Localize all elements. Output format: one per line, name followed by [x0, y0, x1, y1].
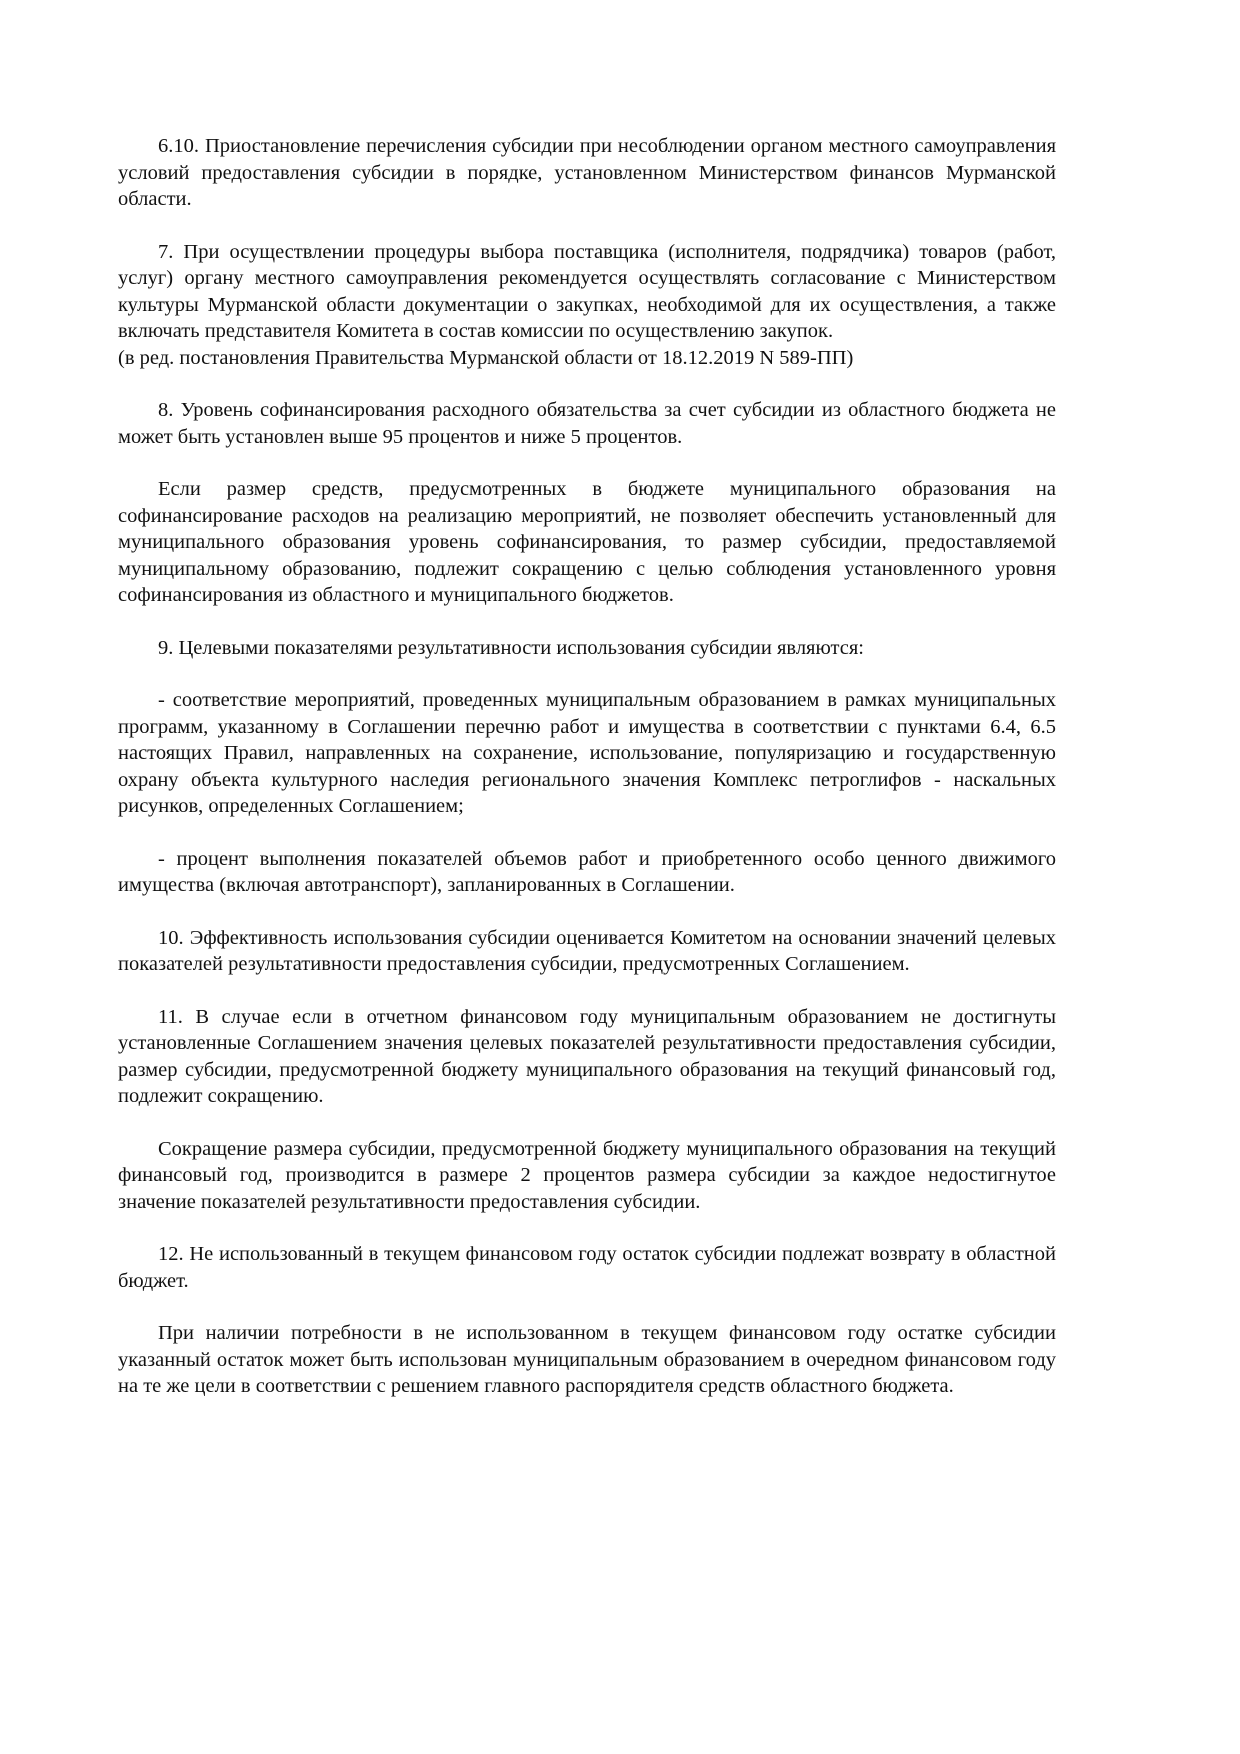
paragraph-6-10: 6.10. Приостановление перечисления субсидии при несоблюдении органом местного самоуправления условий предоставления субсидии в порядке, установленном Министерством финансов Мурманской области.: [118, 135, 1056, 210]
paragraph-7: 7. При осуществлении процедуры выбора поставщика (исполнителя, подрядчика) товаров (работ, услуг) органу местного самоуправления рекомендуется осуществлять согласование с Министерством культуры Мурманской области документации о закупках, необходимой для их осуществления, а также включать представителя Комитета в состав комиссии по осуществлению закупок.: [118, 240, 1056, 342]
document-page: [118, 133, 1056, 1426]
paragraph-9-item-1: - соответствие мероприятий, проведенных муниципальным образованием в рамках муниципальных программ, указанному в Соглашении перечню работ и имущества в соответствии с пунктами 6.4, 6.5 настоящих Правил, направленных на сохранение, использование, популяризацию и государственную охрану объекта культурного наследия регионального значения Комплекс петроглифов - наскальных рисунков, определенных Соглашением;: [118, 689, 1056, 817]
paragraph-10: 10. Эффективность использования субсидии оценивается Комитетом на основании значений целевых показателей результативности предоставления субсидии, предусмотренных Соглашением.: [118, 926, 1056, 975]
paragraph-8-continuation: Если размер средств, предусмотренных в бюджете муниципального образования на софинансирование расходов на реализацию мероприятий, не позволяет обеспечить установленный для муниципального образования уровень софинансирования, то размер субсидии, предоставляемой муниципальному образованию, подлежит сокращению с целью соблюдения установленного уровня софинансирования из областного и муниципального бюджетов.: [118, 478, 1056, 606]
paragraph-11: 11. В случае если в отчетном финансовом году муниципальным образованием не достигнуты установленные Соглашением значения целевых показателей результативности предоставления субсидии, размер субсидии, предусмотренной бюджету муниципального образования на текущий финансовый год, подлежит сокращению.: [118, 1005, 1056, 1107]
amendment-note: (в ред. постановления Правительства Мурманской области от 18.12.2019 N 589-ПП): [118, 346, 854, 369]
paragraph-9: 9. Целевыми показателями результативности использования субсидии являются:: [158, 636, 864, 659]
paragraph-11-continuation: Сокращение размера субсидии, предусмотренной бюджету муниципального образования на текущий финансовый год, производится в размере 2 процентов размера субсидии за каждое недостигнутое значение показателей результативности предоставления субсидии.: [118, 1137, 1056, 1213]
paragraph-12-continuation: При наличии потребности в не использованном в текущем финансовом году остатке субсидии указанный остаток может быть использован муниципальным образованием в очередном финансовом году на те же цели в соответствии с решением главного распорядителя средств областного бюджета.: [118, 1322, 1056, 1397]
paragraph-8: 8. Уровень софинансирования расходного обязательства за счет субсидии из областного бюджета не может быть установлен выше 95 процентов и ниже 5 процентов.: [118, 399, 1056, 448]
paragraph-9-item-2: - процент выполнения показателей объемов работ и приобретенного особо ценного движимого имущества (включая автотранспорт), запланированных в Соглашении.: [118, 847, 1056, 896]
paragraph-12: 12. Не использованный в текущем финансовом году остаток субсидии подлежат возврату в областной бюджет.: [118, 1243, 1056, 1292]
